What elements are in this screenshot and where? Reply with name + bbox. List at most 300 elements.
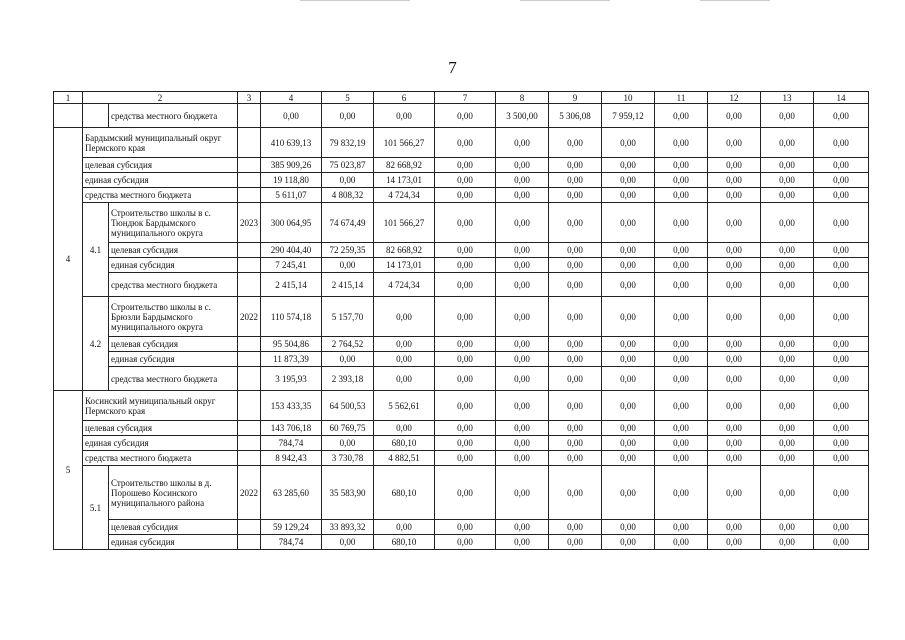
table-row — [54, 203, 869, 243]
value-cell: 95 504,86 — [261, 337, 322, 352]
value-cell: 0,00 — [814, 337, 869, 352]
year-cell — [238, 421, 261, 436]
value-cell: 0,00 — [655, 466, 708, 520]
header-cell: 4 — [261, 92, 322, 104]
value-cell: 0,00 — [435, 188, 496, 203]
row-label: целевая субсидия — [109, 243, 238, 258]
value-cell: 0,00 — [814, 451, 869, 466]
header-cell: 14 — [814, 92, 869, 104]
row-label: средства местного бюджета — [109, 273, 238, 297]
value-cell: 0,00 — [435, 337, 496, 352]
value-cell: 0,00 — [435, 104, 496, 128]
value-cell: 0,00 — [496, 297, 549, 337]
header-cell: 3 — [238, 92, 261, 104]
value-cell: 0,00 — [496, 258, 549, 273]
value-cell: 2 415,14 — [261, 273, 322, 297]
value-cell: 0,00 — [549, 173, 602, 188]
value-cell: 0,00 — [655, 337, 708, 352]
value-cell: 0,00 — [761, 352, 814, 367]
table-row — [54, 421, 869, 436]
value-cell: 0,00 — [814, 421, 869, 436]
value-cell: 0,00 — [549, 466, 602, 520]
value-cell: 14 173,01 — [374, 173, 435, 188]
value-cell: 784,74 — [261, 436, 322, 451]
row-label: Строительство школы в д. Порошево Косинского муниципального района — [109, 466, 238, 520]
value-cell: 0,00 — [655, 352, 708, 367]
value-cell: 82 668,92 — [374, 158, 435, 173]
value-cell: 0,00 — [496, 188, 549, 203]
year-cell — [238, 258, 261, 273]
value-cell: 0,00 — [435, 535, 496, 550]
row-label: Строительство школы в с. Брюзли Бардымского муниципального округа — [109, 297, 238, 337]
value-cell: 0,00 — [814, 436, 869, 451]
header-cell: 7 — [435, 92, 496, 104]
value-cell: 0,00 — [496, 367, 549, 391]
value-cell: 0,00 — [655, 104, 708, 128]
value-cell: 0,00 — [655, 367, 708, 391]
value-cell: 0,00 — [761, 535, 814, 550]
row-label: Строительство школы в с. Тюндюк Бардымского муниципального округа — [109, 203, 238, 243]
value-cell: 0,00 — [602, 421, 655, 436]
value-cell: 0,00 — [602, 273, 655, 297]
value-cell: 0,00 — [708, 436, 761, 451]
value-cell: 74 674,49 — [322, 203, 374, 243]
value-cell: 7 245,41 — [261, 258, 322, 273]
row-label: единая субсидия — [109, 258, 238, 273]
value-cell: 0,00 — [655, 188, 708, 203]
value-cell: 0,00 — [496, 243, 549, 258]
value-cell: 0,00 — [374, 297, 435, 337]
value-cell: 0,00 — [549, 273, 602, 297]
row-label: средства местного бюджета — [83, 188, 238, 203]
value-cell: 0,00 — [655, 520, 708, 535]
value-cell: 0,00 — [496, 535, 549, 550]
value-cell: 0,00 — [602, 243, 655, 258]
value-cell: 0,00 — [761, 128, 814, 158]
value-cell: 0,00 — [655, 158, 708, 173]
value-cell: 110 574,18 — [261, 297, 322, 337]
value-cell: 0,00 — [655, 451, 708, 466]
value-cell: 0,00 — [496, 520, 549, 535]
value-cell: 0,00 — [496, 466, 549, 520]
value-cell: 3 730,78 — [322, 451, 374, 466]
value-cell: 0,00 — [322, 352, 374, 367]
value-cell: 0,00 — [761, 520, 814, 535]
group-number: 4.2 — [83, 297, 109, 391]
value-cell: 8 942,43 — [261, 451, 322, 466]
value-cell: 0,00 — [435, 297, 496, 337]
value-cell: 0,00 — [322, 436, 374, 451]
value-cell: 0,00 — [761, 337, 814, 352]
value-cell: 0,00 — [549, 158, 602, 173]
value-cell: 0,00 — [708, 297, 761, 337]
value-cell: 0,00 — [708, 451, 761, 466]
value-cell: 0,00 — [602, 451, 655, 466]
empty-cell — [83, 104, 109, 128]
table-row — [54, 337, 869, 352]
group-number: 4 — [54, 128, 83, 391]
value-cell: 0,00 — [655, 391, 708, 421]
value-cell: 0,00 — [602, 391, 655, 421]
value-cell: 143 706,18 — [261, 421, 322, 436]
header-cell: 12 — [708, 92, 761, 104]
value-cell: 5 306,08 — [549, 104, 602, 128]
header-cell: 8 — [496, 92, 549, 104]
value-cell: 0,00 — [549, 535, 602, 550]
page-number: 7 — [448, 58, 457, 77]
value-cell: 0,00 — [496, 158, 549, 173]
year-cell — [238, 367, 261, 391]
group-number: 5.1 — [83, 466, 109, 550]
value-cell: 101 566,27 — [374, 203, 435, 243]
value-cell: 2 393,18 — [322, 367, 374, 391]
value-cell: 0,00 — [549, 367, 602, 391]
value-cell: 0,00 — [549, 391, 602, 421]
value-cell: 680,10 — [374, 436, 435, 451]
value-cell: 0,00 — [814, 297, 869, 337]
value-cell: 0,00 — [496, 128, 549, 158]
value-cell: 7 959,12 — [602, 104, 655, 128]
value-cell: 0,00 — [708, 273, 761, 297]
value-cell: 0,00 — [708, 391, 761, 421]
value-cell: 0,00 — [708, 535, 761, 550]
value-cell: 0,00 — [435, 273, 496, 297]
value-cell: 0,00 — [708, 203, 761, 243]
row-label: средства местного бюджета — [109, 104, 238, 128]
value-cell: 0,00 — [549, 451, 602, 466]
value-cell: 0,00 — [435, 391, 496, 421]
value-cell: 0,00 — [602, 367, 655, 391]
value-cell: 0,00 — [708, 128, 761, 158]
value-cell: 0,00 — [814, 466, 869, 520]
value-cell: 0,00 — [814, 352, 869, 367]
value-cell: 680,10 — [374, 466, 435, 520]
year-cell — [238, 352, 261, 367]
value-cell: 0,00 — [814, 158, 869, 173]
value-cell: 0,00 — [374, 367, 435, 391]
value-cell: 0,00 — [435, 128, 496, 158]
value-cell: 0,00 — [761, 297, 814, 337]
value-cell: 0,00 — [549, 436, 602, 451]
table-row — [54, 367, 869, 391]
value-cell: 0,00 — [602, 128, 655, 158]
value-cell: 0,00 — [814, 535, 869, 550]
value-cell: 0,00 — [322, 173, 374, 188]
value-cell: 0,00 — [814, 243, 869, 258]
value-cell: 0,00 — [814, 188, 869, 203]
year-cell — [238, 436, 261, 451]
value-cell: 0,00 — [655, 243, 708, 258]
table-row — [54, 535, 869, 550]
value-cell: 0,00 — [602, 158, 655, 173]
row-label: целевая субсидия — [109, 520, 238, 535]
value-cell: 0,00 — [761, 203, 814, 243]
year-cell — [238, 391, 261, 421]
value-cell: 0,00 — [261, 104, 322, 128]
year-cell — [238, 158, 261, 173]
value-cell: 0,00 — [602, 337, 655, 352]
year-cell — [238, 273, 261, 297]
value-cell: 0,00 — [761, 391, 814, 421]
value-cell: 0,00 — [602, 520, 655, 535]
value-cell: 5 157,70 — [322, 297, 374, 337]
table-row — [54, 158, 869, 173]
value-cell: 0,00 — [602, 258, 655, 273]
value-cell: 0,00 — [496, 352, 549, 367]
value-cell: 0,00 — [708, 243, 761, 258]
value-cell: 14 173,01 — [374, 258, 435, 273]
value-cell: 101 566,27 — [374, 128, 435, 158]
header-cell: 1 — [54, 92, 83, 104]
value-cell: 0,00 — [435, 367, 496, 391]
row-label: единая субсидия — [109, 352, 238, 367]
value-cell: 0,00 — [549, 520, 602, 535]
value-cell: 784,74 — [261, 535, 322, 550]
value-cell: 0,00 — [435, 158, 496, 173]
value-cell: 0,00 — [708, 337, 761, 352]
value-cell: 0,00 — [435, 451, 496, 466]
value-cell: 0,00 — [374, 104, 435, 128]
value-cell: 0,00 — [814, 391, 869, 421]
value-cell: 0,00 — [374, 421, 435, 436]
year-cell — [238, 535, 261, 550]
row-label: средства местного бюджета — [109, 367, 238, 391]
value-cell: 0,00 — [655, 128, 708, 158]
value-cell: 680,10 — [374, 535, 435, 550]
value-cell: 0,00 — [814, 367, 869, 391]
value-cell: 0,00 — [496, 273, 549, 297]
value-cell: 0,00 — [435, 436, 496, 451]
table-row — [54, 273, 869, 297]
value-cell: 0,00 — [814, 273, 869, 297]
value-cell: 0,00 — [602, 203, 655, 243]
value-cell: 0,00 — [435, 258, 496, 273]
value-cell: 0,00 — [708, 104, 761, 128]
value-cell: 0,00 — [496, 391, 549, 421]
header-cell: 2 — [83, 92, 238, 104]
value-cell: 0,00 — [435, 421, 496, 436]
value-cell: 0,00 — [602, 173, 655, 188]
table-row — [54, 352, 869, 367]
year-cell — [238, 104, 261, 128]
value-cell: 0,00 — [602, 188, 655, 203]
year-cell — [238, 243, 261, 258]
value-cell: 0,00 — [761, 104, 814, 128]
value-cell: 0,00 — [374, 352, 435, 367]
value-cell: 0,00 — [708, 421, 761, 436]
value-cell: 0,00 — [496, 421, 549, 436]
value-cell: 4 724,34 — [374, 273, 435, 297]
table-row — [54, 466, 869, 520]
value-cell: 0,00 — [761, 273, 814, 297]
value-cell: 0,00 — [549, 352, 602, 367]
value-cell: 0,00 — [655, 421, 708, 436]
value-cell: 5 562,61 — [374, 391, 435, 421]
year-cell — [238, 337, 261, 352]
value-cell: 0,00 — [761, 243, 814, 258]
header-cell: 9 — [549, 92, 602, 104]
value-cell: 0,00 — [496, 337, 549, 352]
year-cell — [238, 520, 261, 535]
value-cell: 0,00 — [655, 203, 708, 243]
value-cell: 72 259,35 — [322, 243, 374, 258]
row-label: единая субсидия — [83, 436, 238, 451]
value-cell: 0,00 — [496, 436, 549, 451]
value-cell: 79 832,19 — [322, 128, 374, 158]
value-cell: 0,00 — [435, 243, 496, 258]
row-label: целевая субсидия — [83, 421, 238, 436]
value-cell: 5 611,07 — [261, 188, 322, 203]
value-cell: 35 583,90 — [322, 466, 374, 520]
value-cell: 385 909,26 — [261, 158, 322, 173]
table-row — [54, 436, 869, 451]
header-cell: 11 — [655, 92, 708, 104]
table-row — [54, 258, 869, 273]
value-cell: 11 873,39 — [261, 352, 322, 367]
value-cell: 0,00 — [549, 243, 602, 258]
value-cell: 60 769,75 — [322, 421, 374, 436]
value-cell: 0,00 — [761, 367, 814, 391]
value-cell: 0,00 — [761, 188, 814, 203]
value-cell: 0,00 — [708, 158, 761, 173]
value-cell: 0,00 — [655, 297, 708, 337]
value-cell: 0,00 — [708, 188, 761, 203]
row-label: Косинский муниципальный округ Пермского края — [83, 391, 238, 421]
value-cell: 0,00 — [655, 535, 708, 550]
row-label: единая субсидия — [109, 535, 238, 550]
value-cell: 0,00 — [814, 520, 869, 535]
value-cell: 0,00 — [322, 104, 374, 128]
value-cell: 0,00 — [322, 258, 374, 273]
value-cell: 0,00 — [435, 466, 496, 520]
value-cell: 0,00 — [814, 104, 869, 128]
year-cell: 2023 — [238, 203, 261, 243]
value-cell: 0,00 — [761, 436, 814, 451]
table-row — [54, 188, 869, 203]
value-cell: 0,00 — [435, 173, 496, 188]
group-number: 5 — [54, 391, 83, 550]
value-cell: 4 724,34 — [374, 188, 435, 203]
row-label: целевая субсидия — [109, 337, 238, 352]
value-cell: 0,00 — [602, 535, 655, 550]
value-cell: 75 023,87 — [322, 158, 374, 173]
value-cell: 0,00 — [496, 173, 549, 188]
value-cell: 4 882,51 — [374, 451, 435, 466]
value-cell: 0,00 — [708, 466, 761, 520]
header-cell: 6 — [374, 92, 435, 104]
year-cell — [238, 451, 261, 466]
value-cell: 0,00 — [549, 337, 602, 352]
value-cell: 0,00 — [549, 188, 602, 203]
value-cell: 0,00 — [374, 337, 435, 352]
budget-table — [53, 91, 869, 550]
value-cell: 0,00 — [761, 466, 814, 520]
value-cell: 0,00 — [496, 203, 549, 243]
year-cell: 2022 — [238, 297, 261, 337]
value-cell: 0,00 — [761, 451, 814, 466]
value-cell: 0,00 — [374, 520, 435, 535]
year-cell — [238, 173, 261, 188]
value-cell: 0,00 — [435, 520, 496, 535]
value-cell: 0,00 — [602, 466, 655, 520]
value-cell: 33 893,32 — [322, 520, 374, 535]
year-cell: 2022 — [238, 466, 261, 520]
value-cell: 0,00 — [708, 520, 761, 535]
value-cell: 3 195,93 — [261, 367, 322, 391]
header-row — [54, 92, 869, 104]
value-cell: 0,00 — [814, 258, 869, 273]
group-number: 4.1 — [83, 203, 109, 297]
table-row — [54, 520, 869, 535]
value-cell: 0,00 — [435, 203, 496, 243]
value-cell: 19 118,80 — [261, 173, 322, 188]
table-row — [54, 451, 869, 466]
value-cell: 63 285,60 — [261, 466, 322, 520]
value-cell: 0,00 — [708, 352, 761, 367]
value-cell: 0,00 — [496, 451, 549, 466]
value-cell: 0,00 — [549, 297, 602, 337]
row-label: Бардымский муниципальный округ Пермского края — [83, 128, 238, 158]
value-cell: 64 500,53 — [322, 391, 374, 421]
value-cell: 0,00 — [655, 258, 708, 273]
row-label: единая субсидия — [83, 173, 238, 188]
value-cell: 0,00 — [602, 352, 655, 367]
year-cell — [238, 128, 261, 158]
header-cell: 5 — [322, 92, 374, 104]
header-cell: 13 — [761, 92, 814, 104]
value-cell: 0,00 — [549, 203, 602, 243]
value-cell: 410 639,13 — [261, 128, 322, 158]
value-cell: 0,00 — [549, 128, 602, 158]
value-cell: 0,00 — [814, 203, 869, 243]
table-row — [54, 243, 869, 258]
value-cell: 0,00 — [322, 535, 374, 550]
table-row — [54, 104, 869, 128]
value-cell: 0,00 — [435, 352, 496, 367]
value-cell: 0,00 — [602, 297, 655, 337]
value-cell: 290 404,40 — [261, 243, 322, 258]
value-cell: 300 064,95 — [261, 203, 322, 243]
value-cell: 2 764,52 — [322, 337, 374, 352]
value-cell: 0,00 — [655, 173, 708, 188]
value-cell: 2 415,14 — [322, 273, 374, 297]
value-cell: 0,00 — [814, 128, 869, 158]
empty-cell — [54, 104, 83, 128]
value-cell: 0,00 — [708, 258, 761, 273]
value-cell: 3 500,00 — [496, 104, 549, 128]
value-cell: 153 433,35 — [261, 391, 322, 421]
value-cell: 59 129,24 — [261, 520, 322, 535]
row-label: средства местного бюджета — [83, 451, 238, 466]
table-row — [54, 128, 869, 158]
table-row — [54, 297, 869, 337]
value-cell: 0,00 — [655, 436, 708, 451]
value-cell: 0,00 — [761, 421, 814, 436]
year-cell — [238, 188, 261, 203]
value-cell: 0,00 — [761, 158, 814, 173]
value-cell: 0,00 — [708, 367, 761, 391]
value-cell: 0,00 — [549, 258, 602, 273]
value-cell: 0,00 — [708, 173, 761, 188]
value-cell: 0,00 — [655, 273, 708, 297]
header-cell: 10 — [602, 92, 655, 104]
value-cell: 0,00 — [761, 258, 814, 273]
value-cell: 0,00 — [549, 421, 602, 436]
table-row — [54, 391, 869, 421]
value-cell: 0,00 — [602, 436, 655, 451]
value-cell: 0,00 — [761, 173, 814, 188]
value-cell: 82 668,92 — [374, 243, 435, 258]
